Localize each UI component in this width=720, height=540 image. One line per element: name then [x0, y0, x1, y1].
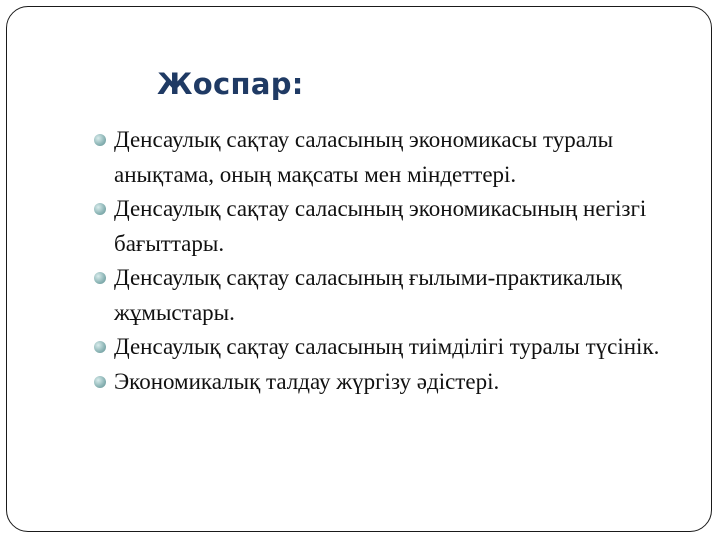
- list-item: [85, 192, 695, 261]
- bullet-list: [85, 123, 695, 399]
- bullet-icon: [94, 203, 106, 215]
- list-item: [85, 261, 695, 330]
- list-item-text: Экономикалық талдау жүргізу әдістері.: [114, 368, 500, 394]
- slide-frame: [6, 6, 712, 532]
- list-item-text: Денсаулық сақтау саласының тиімділігі туралы түсінік.: [114, 334, 660, 359]
- list-item-text: Денсаулық сақтау саласының экономикасының негізгі бағыттары.: [114, 196, 647, 256]
- bullet-icon: [94, 376, 106, 388]
- list-item-text: Денсаулық сақтау саласының экономикасы туралы анықтама, оның мақсаты мен міндеттері.: [114, 127, 614, 187]
- bullet-icon: [94, 272, 106, 284]
- list-item-text: Денсаулық сақтау саласының ғылыми-практикалық жұмыстары.: [114, 265, 622, 325]
- slide-title: Жоспар:: [157, 67, 304, 101]
- list-item: [85, 330, 695, 365]
- list-item: [85, 365, 695, 400]
- bullet-icon: [94, 134, 106, 146]
- bullet-icon: [94, 341, 106, 353]
- list-item: [85, 123, 695, 192]
